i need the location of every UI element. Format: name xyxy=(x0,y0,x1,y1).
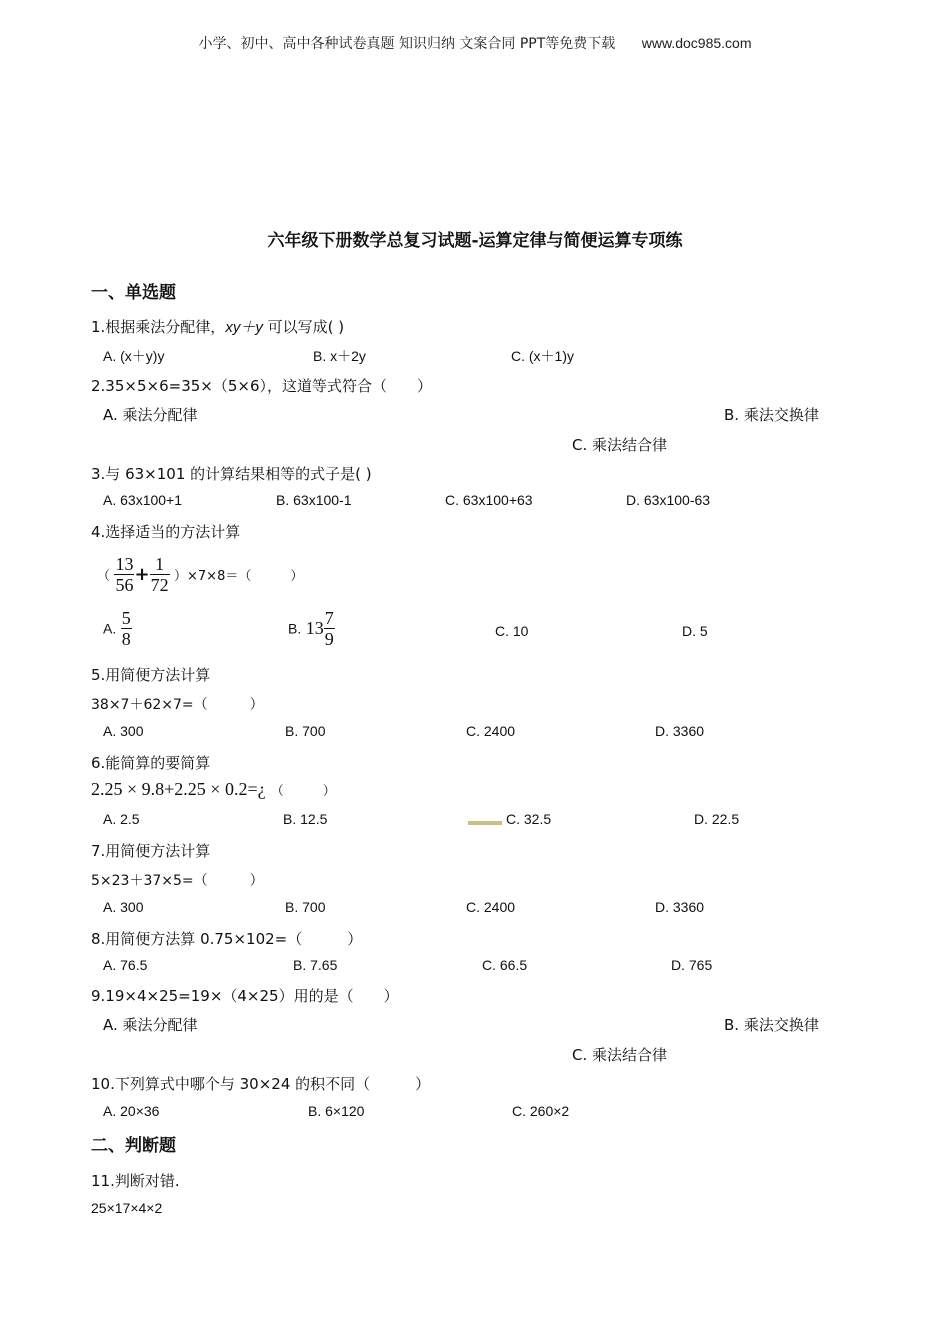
question-7-expression: 5×23＋37×5=（ ） xyxy=(91,873,264,889)
question-6-option-c[interactable]: C. 32.5 xyxy=(506,811,552,827)
question-9-stem: 9.19×4×25=19×（4×25）用的是（ ） xyxy=(91,987,399,1005)
question-1-stem-prefix: 1.根据乘法分配律， xyxy=(91,318,226,336)
question-5-expression: 38×7＋62×7=（ ） xyxy=(91,697,264,713)
question-6-option-a[interactable]: A. 2.5 xyxy=(103,811,140,827)
question-8-option-c[interactable]: C. 66.5 xyxy=(482,957,528,973)
question-7-option-d[interactable]: D. 3360 xyxy=(655,899,705,915)
option-a-fraction xyxy=(121,608,132,649)
question-9-option-b[interactable]: B. 乘法交换律 xyxy=(724,1016,819,1034)
question-5-option-c[interactable]: C. 2400 xyxy=(466,723,516,739)
question-10-option-c[interactable]: C. 260×2 xyxy=(512,1103,570,1119)
question-4-fraction-2 xyxy=(150,554,170,595)
question-4-option-b[interactable] xyxy=(288,608,335,649)
question-1-expression: xy＋y xyxy=(225,319,263,336)
question-6-option-d[interactable]: D. 22.5 xyxy=(694,811,740,827)
option-a-label: A. xyxy=(103,620,117,637)
fraction-2-numerator: 1 xyxy=(150,554,170,575)
question-2-option-b[interactable]: B. 乘法交换律 xyxy=(724,406,819,424)
question-8-option-a[interactable]: A. 76.5 xyxy=(103,957,148,973)
highlight-mark xyxy=(468,821,502,825)
question-5-option-a[interactable]: A. 300 xyxy=(103,723,144,739)
question-3-option-b[interactable]: B. 63x100-1 xyxy=(276,492,352,508)
option-a-denominator: 8 xyxy=(121,629,131,649)
question-2-option-c[interactable]: C. 乘法结合律 xyxy=(572,436,668,454)
question-1-option-a[interactable]: A. (x＋y)y xyxy=(103,348,165,364)
question-4-open-paren: （ xyxy=(97,569,111,584)
question-1-option-b[interactable]: B. x＋2y xyxy=(313,348,366,364)
question-6-expression xyxy=(91,779,336,800)
question-1-option-c[interactable]: C. (x＋1)y xyxy=(511,348,574,364)
question-10-option-b[interactable]: B. 6×120 xyxy=(308,1103,365,1119)
question-10-stem: 10.下列算式中哪个与 30×24 的积不同（ ） xyxy=(91,1075,431,1093)
question-4-option-c[interactable]: C. 10 xyxy=(495,623,529,639)
fraction-1-denominator: 56 xyxy=(115,575,134,595)
question-4-option-d[interactable]: D. 5 xyxy=(682,623,708,639)
question-2-stem: 2.35×5×6=35×（5×6），这道等式符合（ ） xyxy=(91,377,433,395)
question-4-close-paren: ）×7×8＝（ ） xyxy=(174,569,304,584)
question-6-formula: 2.25 × 9.8+2.25 × 0.2=¿ xyxy=(91,779,266,799)
question-7-option-b[interactable]: B. 700 xyxy=(285,899,326,915)
question-4-expression xyxy=(97,554,303,595)
question-2-option-a[interactable]: A. 乘法分配律 xyxy=(103,406,198,424)
page-title: 六年级下册数学总复习试题-运算定律与简便运算专项练 xyxy=(267,231,683,251)
question-5-stem: 5.用简便方法计算 xyxy=(91,666,211,684)
option-b-fraction xyxy=(324,608,335,649)
question-3-option-c[interactable]: C. 63x100+63 xyxy=(445,492,533,508)
question-1-stem-suffix: 可以写成( ) xyxy=(262,318,345,336)
question-8-option-b[interactable]: B. 7.65 xyxy=(293,957,338,973)
header-text: 小学、初中、高中各种试卷真题 知识归纳 文案合同 PPT等免费下载 xyxy=(198,36,616,52)
question-8-stem: 8.用简便方法算 0.75×102=（ ） xyxy=(91,930,363,948)
question-3-option-d[interactable]: D. 63x100-63 xyxy=(626,492,711,508)
question-11-expression: 25×17×4×2 xyxy=(91,1200,163,1216)
page-header xyxy=(0,33,950,53)
option-b-denominator: 9 xyxy=(324,629,334,649)
question-4-fraction-1 xyxy=(114,554,134,595)
question-5-option-d[interactable]: D. 3360 xyxy=(655,723,705,739)
question-1-stem xyxy=(91,316,344,337)
question-4-stem: 4.选择适当的方法计算 xyxy=(91,523,241,541)
question-4-option-a[interactable] xyxy=(103,608,132,649)
option-b-label: B. xyxy=(288,620,302,637)
option-b-whole: 13 xyxy=(305,618,324,638)
fraction-2-denominator: 72 xyxy=(150,575,169,595)
section-heading-true-false: 二、判断题 xyxy=(91,1136,176,1156)
fraction-1-numerator: 13 xyxy=(115,554,134,574)
question-9-option-a[interactable]: A. 乘法分配律 xyxy=(103,1016,198,1034)
question-9-option-c[interactable]: C. 乘法结合律 xyxy=(572,1046,668,1064)
question-3-stem: 3.与 63×101 的计算结果相等的式子是( ) xyxy=(91,465,372,483)
question-7-option-a[interactable]: A. 300 xyxy=(103,899,144,915)
question-5-option-b[interactable]: B. 700 xyxy=(285,723,326,739)
question-6-option-b[interactable]: B. 12.5 xyxy=(283,811,328,827)
section-heading-single-choice: 一、单选题 xyxy=(91,283,176,303)
question-7-option-c[interactable]: C. 2400 xyxy=(466,899,516,915)
question-6-stem: 6.能简算的要简算 xyxy=(91,754,211,772)
question-10-option-a[interactable]: A. 20×36 xyxy=(103,1103,160,1119)
question-4-plus: + xyxy=(134,564,150,585)
option-b-numerator: 7 xyxy=(324,608,334,628)
question-11-stem: 11.判断对错. xyxy=(91,1172,180,1190)
header-url[interactable]: www.doc985.com xyxy=(641,35,752,51)
question-6-blank: （ ） xyxy=(270,784,336,799)
question-8-option-d[interactable]: D. 765 xyxy=(671,957,713,973)
option-a-numerator: 5 xyxy=(121,608,131,628)
question-3-option-a[interactable]: A. 63x100+1 xyxy=(103,492,183,508)
question-7-stem: 7.用简便方法计算 xyxy=(91,842,211,860)
